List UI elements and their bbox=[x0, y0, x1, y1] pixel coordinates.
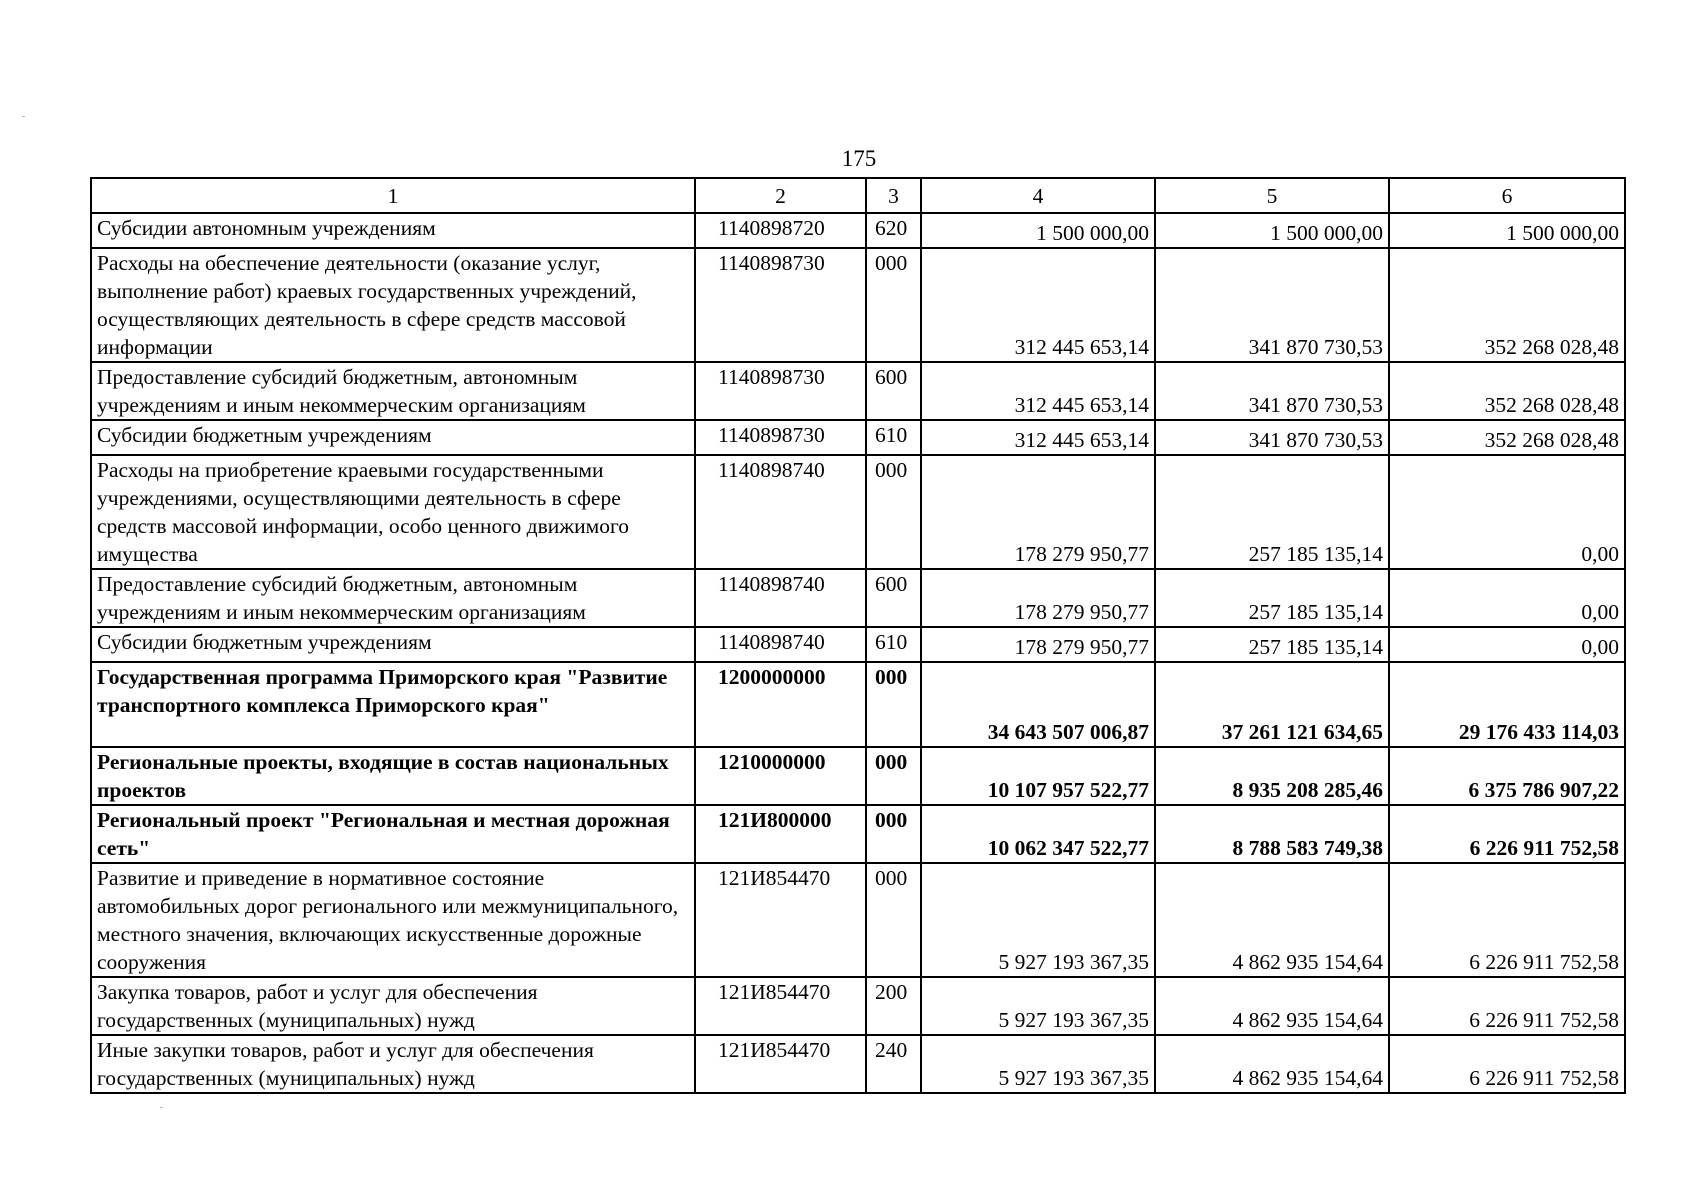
row-kvr-cell: 620 bbox=[866, 213, 921, 248]
row-kvr-cell: 600 bbox=[866, 362, 921, 420]
row-kvr-cell: 610 bbox=[866, 627, 921, 662]
row-value-4-cell: 178 279 950,77 bbox=[921, 455, 1155, 569]
row-name-cell: Расходы на обеспечение деятельности (оказание услуг, выполнение работ) краевых государственных учреждений, осуществляющих деятельность в сфере средств массовой информации bbox=[91, 248, 695, 362]
row-name-cell: Субсидии автономным учреждениям bbox=[91, 213, 695, 248]
row-value-4-cell: 1 500 000,00 bbox=[921, 213, 1155, 248]
row-name-cell: Региональные проекты, входящие в состав национальных проектов bbox=[91, 747, 695, 805]
row-name-cell: Расходы на приобретение краевыми государственными учреждениями, осуществляющими деятельность в сфере средств массовой информации, особо ценного движимого имущества bbox=[91, 455, 695, 569]
row-code-cell: 1140898740 bbox=[695, 627, 866, 662]
row-code-cell: 121И800000 bbox=[695, 805, 866, 863]
row-name-cell: Субсидии бюджетным учреждениям bbox=[91, 420, 695, 455]
row-code-cell: 1210000000 bbox=[695, 747, 866, 805]
table-row bbox=[91, 455, 1625, 569]
row-kvr-cell: 000 bbox=[866, 747, 921, 805]
row-value-5-cell: 341 870 730,53 bbox=[1155, 362, 1389, 420]
row-value-6-cell: 6 226 911 752,58 bbox=[1389, 977, 1625, 1035]
row-value-6-cell: 1 500 000,00 bbox=[1389, 213, 1625, 248]
row-value-6-cell: 6 226 911 752,58 bbox=[1389, 805, 1625, 863]
row-name-cell: Закупка товаров, работ и услуг для обеспечения государственных (муниципальных) нужд bbox=[91, 977, 695, 1035]
row-value-4-cell: 5 927 193 367,35 bbox=[921, 1035, 1155, 1093]
header-cell: 1 bbox=[91, 178, 695, 213]
row-value-5-cell: 37 261 121 634,65 bbox=[1155, 662, 1389, 747]
row-name-cell: Предоставление субсидий бюджетным, автономным учреждениям и иным некоммерческим организациям bbox=[91, 569, 695, 627]
row-code-cell: 121И854470 bbox=[695, 977, 866, 1035]
header-cell: 3 bbox=[866, 178, 921, 213]
row-name-cell: Государственная программа Приморского края "Развитие транспортного комплекса Приморского края" bbox=[91, 662, 695, 747]
row-value-5-cell: 341 870 730,53 bbox=[1155, 248, 1389, 362]
table-header-row bbox=[91, 178, 1625, 213]
row-value-4-cell: 178 279 950,77 bbox=[921, 569, 1155, 627]
row-value-5-cell: 4 862 935 154,64 bbox=[1155, 863, 1389, 977]
row-code-cell: 1140898720 bbox=[695, 213, 866, 248]
row-value-6-cell: 29 176 433 114,03 bbox=[1389, 662, 1625, 747]
table-header bbox=[91, 178, 1625, 213]
table-row bbox=[91, 805, 1625, 863]
row-kvr-cell: 000 bbox=[866, 863, 921, 977]
budget-table bbox=[90, 177, 1626, 1094]
row-value-5-cell: 4 862 935 154,64 bbox=[1155, 1035, 1389, 1093]
row-value-5-cell: 8 935 208 285,46 bbox=[1155, 747, 1389, 805]
row-value-6-cell: 0,00 bbox=[1389, 627, 1625, 662]
row-value-6-cell: 6 226 911 752,58 bbox=[1389, 863, 1625, 977]
row-code-cell: 121И854470 bbox=[695, 863, 866, 977]
row-value-5-cell: 257 185 135,14 bbox=[1155, 569, 1389, 627]
row-value-4-cell: 312 445 653,14 bbox=[921, 362, 1155, 420]
row-kvr-cell: 610 bbox=[866, 420, 921, 455]
table-row bbox=[91, 977, 1625, 1035]
row-name-cell: Развитие и приведение в нормативное состояние автомобильных дорог регионального или межмуниципального, местного значения, включающих искусственные дорожные сооружения bbox=[91, 863, 695, 977]
table-body bbox=[91, 213, 1625, 1093]
row-value-6-cell: 0,00 bbox=[1389, 455, 1625, 569]
header-cell: 6 bbox=[1389, 178, 1625, 213]
row-kvr-cell: 000 bbox=[866, 455, 921, 569]
row-kvr-cell: 200 bbox=[866, 977, 921, 1035]
row-value-5-cell: 257 185 135,14 bbox=[1155, 627, 1389, 662]
row-value-4-cell: 34 643 507 006,87 bbox=[921, 662, 1155, 747]
row-value-4-cell: 312 445 653,14 bbox=[921, 420, 1155, 455]
scan-speck bbox=[22, 116, 25, 117]
row-kvr-cell: 000 bbox=[866, 662, 921, 747]
table-row bbox=[91, 662, 1625, 747]
header-cell: 4 bbox=[921, 178, 1155, 213]
row-name-cell: Региональный проект "Региональная и местная дорожная сеть" bbox=[91, 805, 695, 863]
row-value-4-cell: 10 107 957 522,77 bbox=[921, 747, 1155, 805]
scan-speck bbox=[160, 1107, 163, 1108]
row-name-cell: Иные закупки товаров, работ и услуг для обеспечения государственных (муниципальных) нужд bbox=[91, 1035, 695, 1093]
row-value-6-cell: 352 268 028,48 bbox=[1389, 420, 1625, 455]
row-value-5-cell: 8 788 583 749,38 bbox=[1155, 805, 1389, 863]
table-row bbox=[91, 627, 1625, 662]
row-value-6-cell: 0,00 bbox=[1389, 569, 1625, 627]
row-value-4-cell: 10 062 347 522,77 bbox=[921, 805, 1155, 863]
row-code-cell: 1140898740 bbox=[695, 569, 866, 627]
table-row bbox=[91, 747, 1625, 805]
header-cell: 5 bbox=[1155, 178, 1389, 213]
row-value-6-cell: 352 268 028,48 bbox=[1389, 362, 1625, 420]
row-value-5-cell: 257 185 135,14 bbox=[1155, 455, 1389, 569]
row-code-cell: 1140898730 bbox=[695, 420, 866, 455]
row-code-cell: 1140898730 bbox=[695, 248, 866, 362]
row-code-cell: 121И854470 bbox=[695, 1035, 866, 1093]
row-kvr-cell: 000 bbox=[866, 248, 921, 362]
row-value-4-cell: 178 279 950,77 bbox=[921, 627, 1155, 662]
row-value-6-cell: 352 268 028,48 bbox=[1389, 248, 1625, 362]
row-code-cell: 1140898730 bbox=[695, 362, 866, 420]
row-code-cell: 1200000000 bbox=[695, 662, 866, 747]
row-kvr-cell: 240 bbox=[866, 1035, 921, 1093]
row-kvr-cell: 000 bbox=[866, 805, 921, 863]
row-value-4-cell: 5 927 193 367,35 bbox=[921, 863, 1155, 977]
table-row bbox=[91, 362, 1625, 420]
page-number: 175 bbox=[841, 146, 877, 171]
row-code-cell: 1140898740 bbox=[695, 455, 866, 569]
row-value-4-cell: 312 445 653,14 bbox=[921, 248, 1155, 362]
row-name-cell: Субсидии бюджетным учреждениям bbox=[91, 627, 695, 662]
row-value-6-cell: 6 375 786 907,22 bbox=[1389, 747, 1625, 805]
row-value-5-cell: 4 862 935 154,64 bbox=[1155, 977, 1389, 1035]
table-row bbox=[91, 248, 1625, 362]
table-row bbox=[91, 420, 1625, 455]
header-cell: 2 bbox=[695, 178, 866, 213]
table-row bbox=[91, 569, 1625, 627]
row-value-5-cell: 341 870 730,53 bbox=[1155, 420, 1389, 455]
row-value-4-cell: 5 927 193 367,35 bbox=[921, 977, 1155, 1035]
table-row bbox=[91, 863, 1625, 977]
row-kvr-cell: 600 bbox=[866, 569, 921, 627]
row-value-5-cell: 1 500 000,00 bbox=[1155, 213, 1389, 248]
table-row bbox=[91, 213, 1625, 248]
row-value-6-cell: 6 226 911 752,58 bbox=[1389, 1035, 1625, 1093]
table-row bbox=[91, 1035, 1625, 1093]
row-name-cell: Предоставление субсидий бюджетным, автономным учреждениям и иным некоммерческим организациям bbox=[91, 362, 695, 420]
